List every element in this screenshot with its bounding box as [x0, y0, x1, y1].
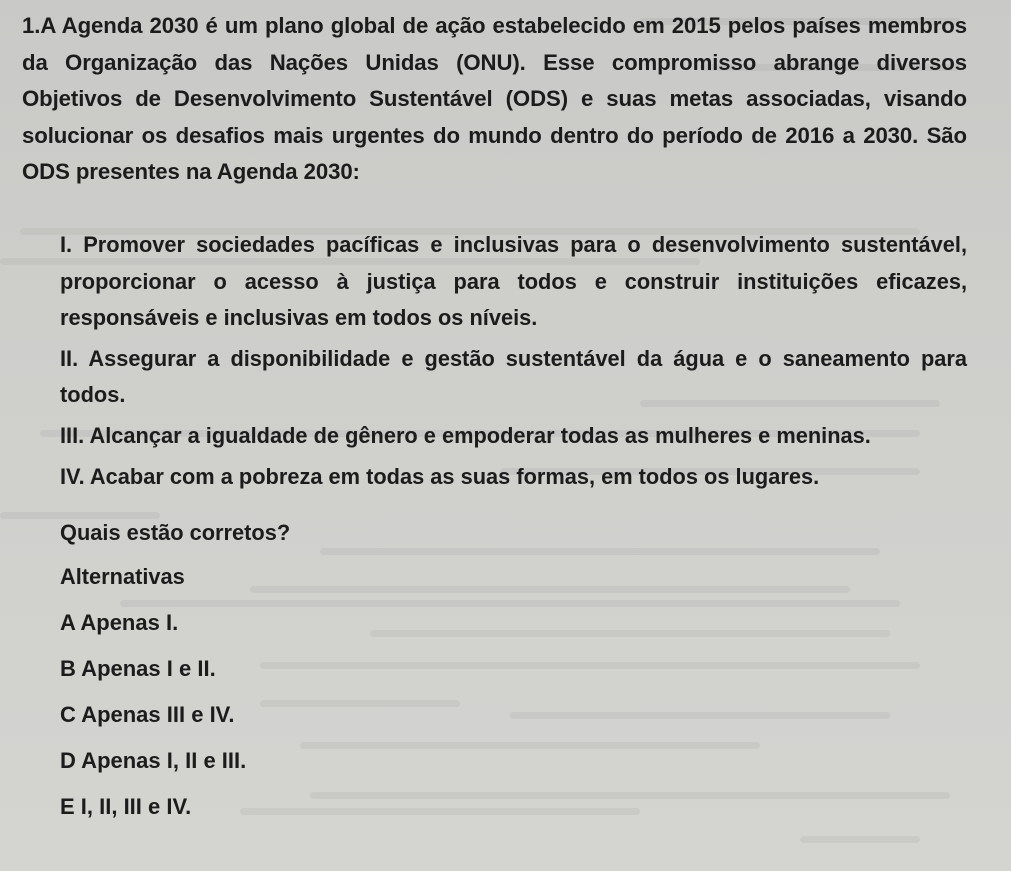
- statement-item: III. Alcançar a igualdade de gênero e empoderar todas as mulheres e meninas.: [60, 422, 871, 448]
- question-text: A Agenda 2030 é um plano global de ação estabelecido em 2015 pelos países membros da Organização das Nações Unidas (ONU). Esse compromisso abrange diversos Objetivos de Desenvolvimento Sustentável (ODS) e suas metas associadas, visando solucionar os desafios mais urgentes do mundo dentro do período de 2016 a 2030. São ODS presentes na Agenda 2030:: [22, 13, 967, 185]
- statement-list: [60, 227, 967, 495]
- question-sheet: [22, 8, 967, 835]
- alternative-b[interactable]: B Apenas I e II.: [60, 656, 216, 682]
- alternative-e[interactable]: E I, II, III e IV.: [60, 794, 192, 820]
- alternatives-list: [60, 605, 967, 825]
- alternative-c[interactable]: C Apenas III e IV.: [60, 702, 235, 728]
- alternatives-heading: Alternativas: [60, 564, 185, 590]
- statement-item: II. Assegurar a disponibilidade e gestão sustentável da água e o saneamento para todos.: [60, 345, 967, 408]
- alternative-d[interactable]: D Apenas I, II e III.: [60, 748, 247, 774]
- statement-item: IV. Acabar com a pobreza em todas as suas formas, em todos os lugares.: [60, 463, 820, 489]
- question-prompt: Quais estão corretos?: [60, 520, 291, 546]
- alternative-a[interactable]: A Apenas I.: [60, 610, 179, 636]
- statement-item: I. Promover sociedades pacíficas e inclusivas para o desenvolvimento sustentável, proporcionar o acesso à justiça para todos e construir instituições eficazes, responsáveis e inclusivas em todos os níveis.: [60, 231, 967, 331]
- question-stem: [22, 8, 967, 191]
- question-number: 1.: [22, 13, 41, 38]
